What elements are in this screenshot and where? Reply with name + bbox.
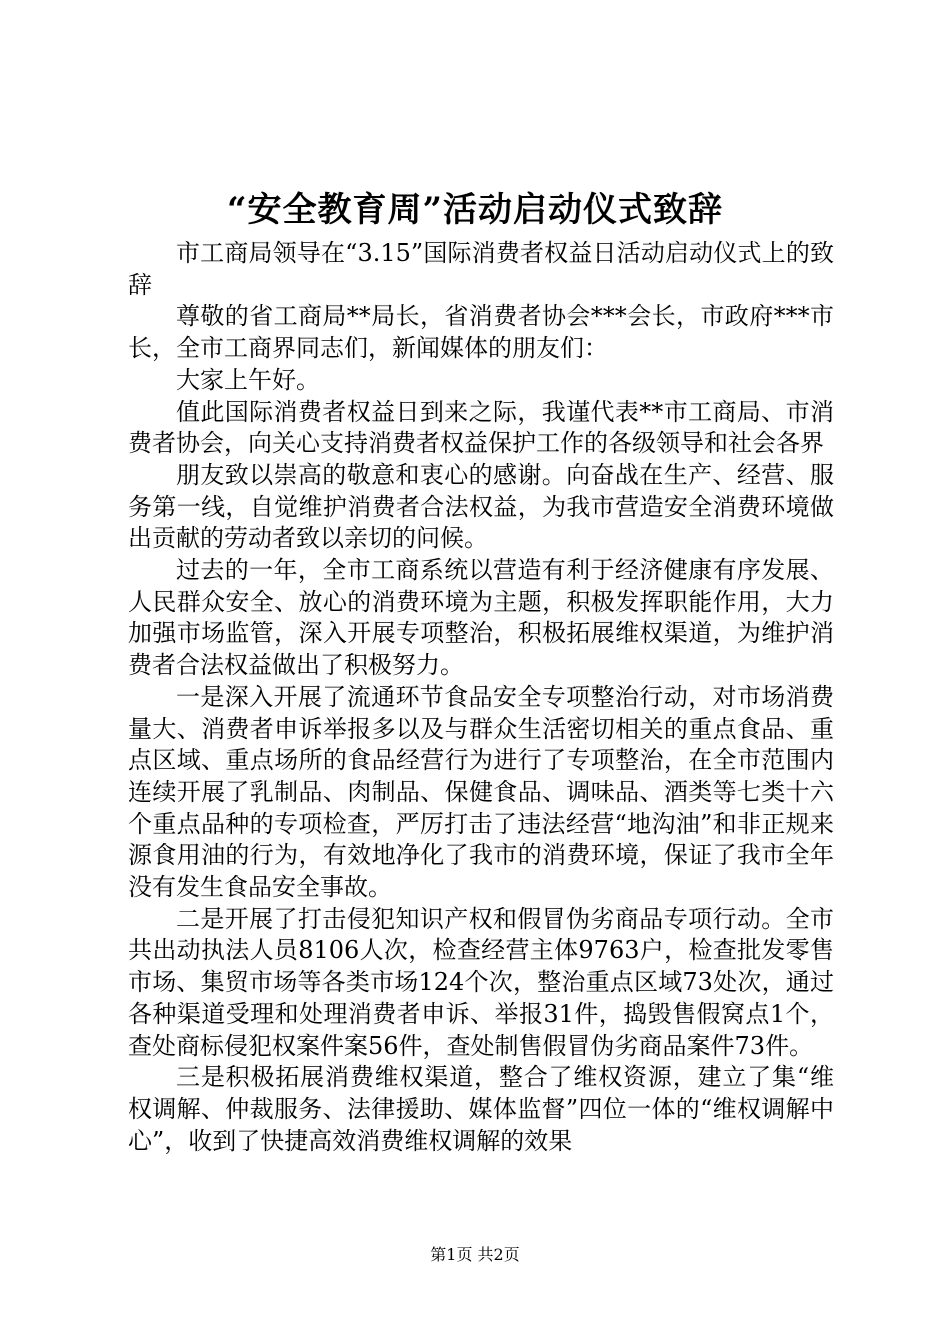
paragraph-salutation: 尊敬的省工商局**局长，省消费者协会***会长，市政府***市长，全市工商界同志们，新闻媒体的朋友们： xyxy=(128,302,834,363)
paragraph-past-year: 过去的一年，全市工商系统以营造有利于经济健康有序发展、人民群众安全、放心的消费环境为主题，积极发挥职能作用，大力加强市场监管，深入开展专项整治，积极拓展维权渠道，为维护消费者合法权益做出了积极努力。 xyxy=(128,556,834,680)
paragraph-point-one: 一是深入开展了流通环节食品安全专项整治行动，对市场消费量大、消费者申诉举报多以及与群众生活密切相关的重点食品、重点区域、重点场所的食品经营行为进行了专项整治，在全市范围内连续开展了乳制品、肉制品、保健食品、调味品、酒类等七类十六个重点品种的专项检查，严厉打击了违法经营“地沟油”和非正规来源食用油的行为，有效地净化了我市的消费环境，保证了我市全年没有发生食品安全事故。 xyxy=(128,682,834,902)
document-body xyxy=(128,238,834,1157)
paragraph-point-two: 二是开展了打击侵犯知识产权和假冒伪劣商品专项行动。全市共出动执法人员8106人次，检查经营主体9763户，检查批发零售市场、集贸市场等各类市场124个次，整治重点区域73处次，通过各种渠道受理和处理消费者申诉、举报31件，捣毁售假窝点1个，查处商标侵犯权案件案56件，查处制售假冒伪劣商品案件73件。 xyxy=(128,904,834,1060)
paragraph-greeting: 大家上午好。 xyxy=(176,365,320,394)
paragraph-thanks: 朋友致以崇高的敬意和衷心的感谢。向奋战在生产、经营、服务第一线，自觉维护消费者合法权益，为我市营造安全消费环境做出贡献的劳动者致以亲切的问候。 xyxy=(128,460,834,553)
paragraph-thanks-intro: 值此国际消费者权益日到来之际，我谨代表**市工商局、市消费者协会，向关心支持消费者权益保护工作的各级领导和社会各界 xyxy=(128,397,834,458)
page-title: “安全教育周”活动启动仪式致辞 xyxy=(226,190,724,230)
paragraph-heading-line: 市工商局领导在“3.15”国际消费者权益日活动启动仪式上的致辞 xyxy=(128,239,834,299)
page-number-footer: 第1页 共2页 xyxy=(430,1245,520,1264)
paragraph-point-three: 三是积极拓展消费维权渠道，整合了维权资源，建立了集“维权调解、仲裁服务、法律援助、媒体监督”四位一体的“维权调解中心”，收到了快捷高效消费维权调解的效果 xyxy=(128,1063,834,1155)
